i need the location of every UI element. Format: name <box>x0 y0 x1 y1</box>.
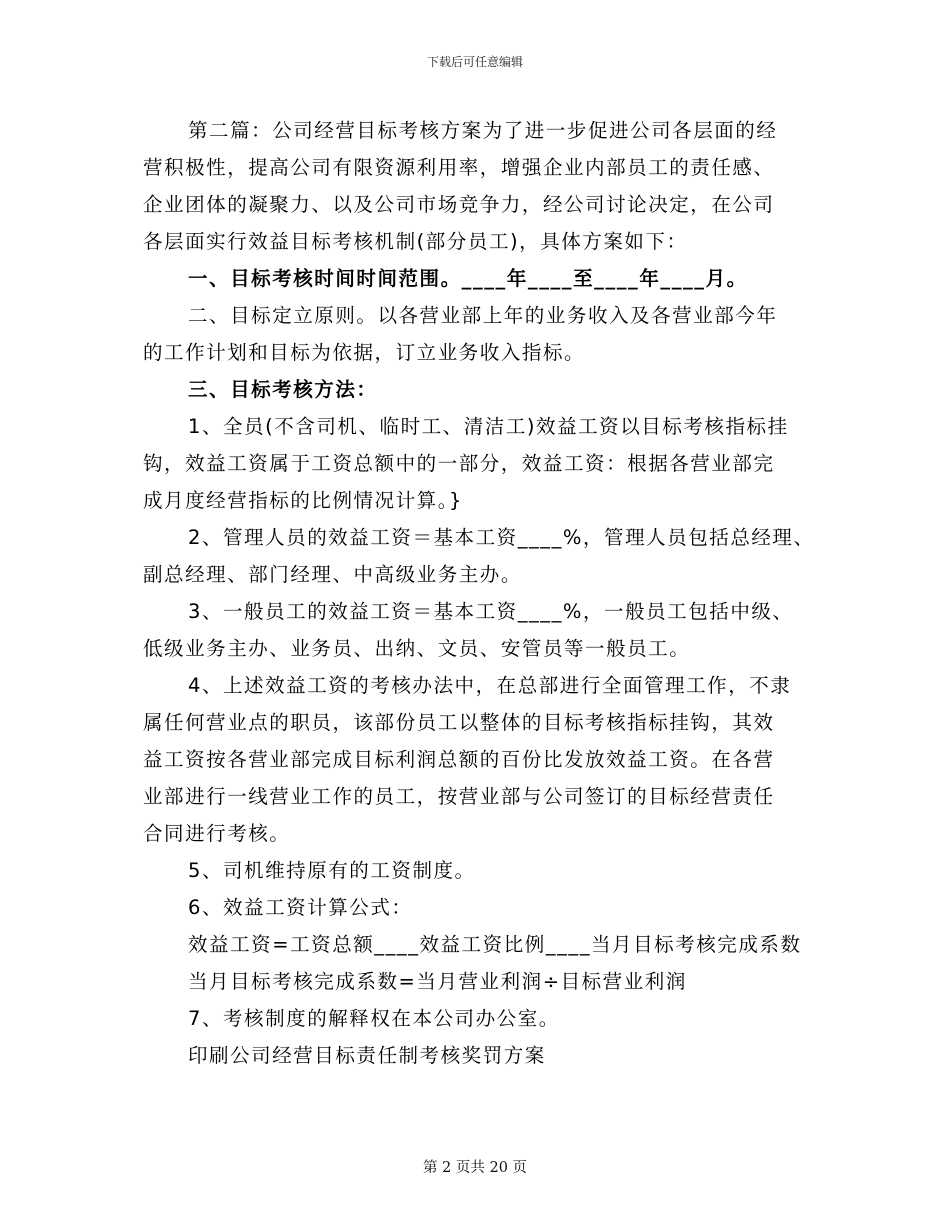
body-line: 效益工资=工资总额____效益工资比例____当月目标考核完成系数 <box>188 933 802 956</box>
document-body <box>143 112 833 1074</box>
body-line: 低级业务主办、业务员、出纳、文员、安管员等一般员工。 <box>143 637 691 660</box>
body-line: 第二篇：公司经营目标考核方案为了进一步促进公司各层面的经 <box>188 119 778 142</box>
body-line: 营积极性，提高公司有限资源利用率，增强企业内部员工的责任感、 <box>143 156 775 179</box>
body-line: 3、一般员工的效益工资＝基本工资____%，一般员工包括中级、 <box>188 600 794 623</box>
page-footer: 第 2 页共 20 页 <box>422 1160 528 1176</box>
body-line: 益工资按各营业部完成目标利润总额的百份比发放效益工资。在各营 <box>143 748 775 771</box>
body-line: 三、目标考核方法： <box>188 378 378 401</box>
body-line: 7、考核制度的解释权在本公司办公室。 <box>188 1007 560 1030</box>
body-line: 的工作计划和目标为依据，订立业务收入指标。 <box>143 341 586 364</box>
body-line: 4、上述效益工资的考核办法中，在总部进行全面管理工作，不隶 <box>188 674 792 697</box>
body-line: 副总经理、部门经理、中高级业务主办。 <box>143 563 522 586</box>
body-line: 钩，效益工资属于工资总额中的一部分，效益工资：根据各营业部完 <box>143 452 775 475</box>
body-line: 成月度经营指标的比例情况计算。} <box>143 489 463 512</box>
page-header: 下载后可任意编辑 <box>426 55 523 69</box>
body-line: 企业团体的凝聚力、以及公司市场竞争力，经公司讨论决定，在公司 <box>143 193 775 216</box>
body-line: 1、全员(不含司机、临时工、清洁工)效益工资以目标考核指标挂 <box>188 415 789 438</box>
body-line: 印刷公司经营目标责任制考核奖罚方案 <box>188 1044 546 1067</box>
body-line: 2、管理人员的效益工资＝基本工资____%，管理人员包括总经理、 <box>188 526 815 549</box>
body-line: 5、司机维持原有的工资制度。 <box>188 859 476 882</box>
body-line: 业部进行一线营业工作的员工，按营业部与公司签订的目标经营责任 <box>143 785 775 808</box>
body-line: 6、效益工资计算公式： <box>188 896 413 919</box>
body-line: 二、目标定立原则。以各营业部上年的业务收入及各营业部今年 <box>188 304 778 327</box>
body-line: 合同进行考核。 <box>143 822 291 845</box>
body-line: 属任何营业点的职员，该部份员工以整体的目标考核指标挂钩，其效 <box>143 711 775 734</box>
body-line: 一、目标考核时间时间范围。____年____至____年____月。 <box>188 267 748 290</box>
body-line: 各层面实行效益目标考核机制(部分员工)，具体方案如下： <box>143 230 688 253</box>
body-line: 当月目标考核完成系数=当月营业利润÷目标营业利润 <box>188 970 687 993</box>
